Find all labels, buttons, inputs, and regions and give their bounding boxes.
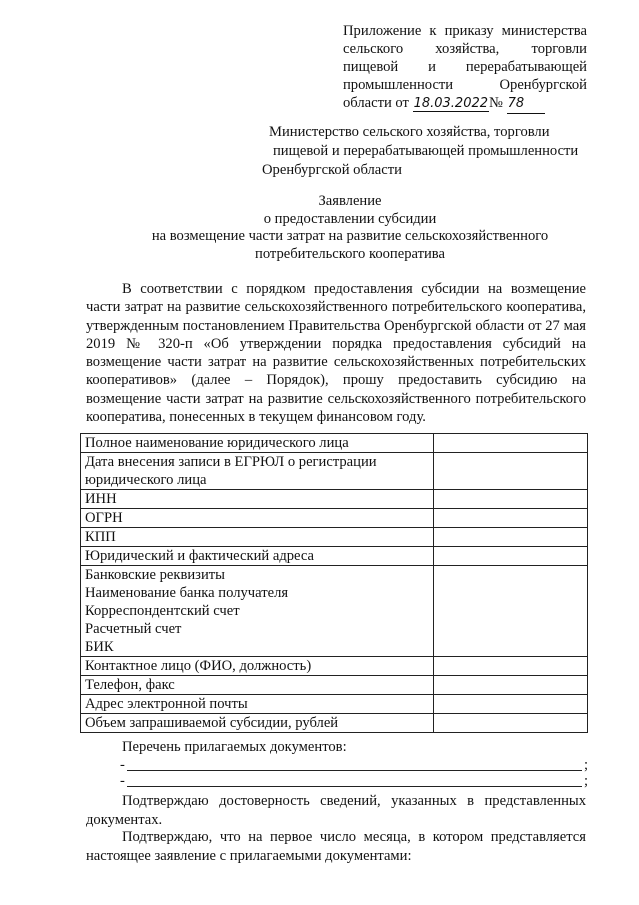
row-label — [81, 676, 434, 695]
row-label-line: Объем запрашиваемой субсидии, рублей — [85, 715, 339, 731]
row-label-line: КПП — [85, 529, 116, 545]
row-label — [81, 657, 434, 676]
row-value-cell[interactable] — [434, 528, 588, 547]
row-label-line: Корреспондентский счет — [85, 603, 240, 619]
annex-line: Приложение к приказу министерства — [343, 23, 587, 39]
row-label — [81, 528, 434, 547]
document-entry-line[interactable] — [120, 772, 588, 790]
row-label — [81, 695, 434, 714]
annex-date-line — [343, 94, 587, 114]
table-row — [81, 657, 588, 676]
table-row — [81, 509, 588, 528]
table-row — [81, 547, 588, 566]
row-value-cell[interactable] — [434, 453, 588, 490]
row-value-cell[interactable] — [434, 490, 588, 509]
attached-documents-heading: Перечень прилагаемых документов: — [122, 739, 347, 755]
annex-header — [343, 22, 587, 114]
addressee-block — [262, 123, 592, 180]
annex-line: пищевой и перерабатывающей — [343, 59, 587, 75]
row-label — [81, 434, 434, 453]
row-label-line: ОГРН — [85, 510, 123, 526]
title-line: Заявление — [318, 193, 382, 209]
confirmation-paragraph-1: Подтверждаю достоверность сведений, указанных в представленных документах. — [86, 793, 586, 828]
applicant-info-table — [80, 433, 588, 733]
intro-paragraph: В соответствии с порядком предоставления субсидии на возмещение части затрат на развитие сельскохозяйственного потребительского кооператива, утвержденным постановлением Правительства Оренбургской области от 27 мая 2019 № 320-п «Об утверждении порядка предоставления субсидий на возмещение части затрат на развитие сельскохозяйственных потребительских кооперативов» (далее – Порядок), прошу предоставить субсидию на возмещение части затрат на развитие сельскохозяйственного потребительского кооператива, понесенных в текущем финансовом году. — [86, 281, 586, 426]
row-label-line: Дата внесения записи в ЕГРЮЛ о регистрации — [85, 454, 377, 470]
table-row — [81, 490, 588, 509]
row-label-line: Контактное лицо (ФИО, должность) — [85, 658, 312, 674]
row-value-cell[interactable] — [434, 547, 588, 566]
row-label — [81, 714, 434, 733]
row-label-line: Телефон, факс — [85, 677, 175, 693]
addressee-line: Оренбургской области — [262, 162, 402, 178]
entry-underline — [127, 773, 582, 787]
table-row — [81, 695, 588, 714]
title-line: о предоставлении субсидии — [263, 210, 437, 227]
table-row — [81, 528, 588, 547]
table-row — [81, 453, 588, 490]
table-row — [81, 714, 588, 733]
entry-bullet: - — [120, 773, 125, 789]
row-value-cell[interactable] — [434, 695, 588, 714]
table-row — [81, 676, 588, 695]
handwritten-number: 78 — [507, 95, 545, 114]
row-label — [81, 566, 434, 657]
row-value-cell[interactable] — [434, 714, 588, 733]
row-value-cell[interactable] — [434, 657, 588, 676]
table-row — [81, 434, 588, 453]
title-line: на возмещение части затрат на развитие сельскохозяйственного — [151, 228, 549, 244]
row-label-line: Расчетный счет — [85, 621, 182, 637]
entry-bullet: - — [120, 757, 125, 773]
row-label-line: юридического лица — [85, 472, 207, 488]
row-label-line: ИНН — [85, 491, 117, 507]
addressee-line: Министерство сельского хозяйства, торговли — [269, 124, 550, 140]
row-label — [81, 490, 434, 509]
annex-line: промышленности Оренбургской — [343, 77, 587, 93]
annex-number-label: № — [489, 95, 503, 111]
entry-underline — [127, 757, 582, 771]
addressee-line: пищевой и перерабатывающей промышленности — [273, 143, 579, 159]
title-line: потребительского кооператива — [255, 245, 445, 262]
row-label — [81, 509, 434, 528]
entry-terminator: ; — [583, 773, 588, 789]
row-value-cell[interactable] — [434, 434, 588, 453]
row-label — [81, 453, 434, 490]
row-label-line: БИК — [85, 639, 114, 655]
row-label-line: Наименование банка получателя — [85, 585, 289, 601]
table-row — [81, 566, 588, 657]
confirmation-paragraph-2: Подтверждаю, что на первое число месяца, в котором представляется настоящее заявление с прилагаемыми документами: — [86, 829, 586, 864]
row-value-cell[interactable] — [434, 676, 588, 695]
entry-terminator: ; — [583, 757, 588, 773]
document-title — [60, 193, 639, 263]
row-label-line: Полное наименование юридического лица — [85, 435, 349, 451]
annex-line: сельского хозяйства, торговли — [343, 41, 587, 57]
row-label-line: Банковские реквизиты — [85, 567, 225, 583]
annex-date-prefix: области от — [343, 95, 409, 111]
row-label-line: Адрес электронной почты — [85, 696, 248, 712]
row-value-cell[interactable] — [434, 509, 588, 528]
row-value-cell[interactable] — [434, 566, 588, 657]
handwritten-date: 18.03.2022 — [413, 96, 489, 111]
row-label-line: Юридический и фактический адреса — [85, 548, 315, 564]
row-label — [81, 547, 434, 566]
